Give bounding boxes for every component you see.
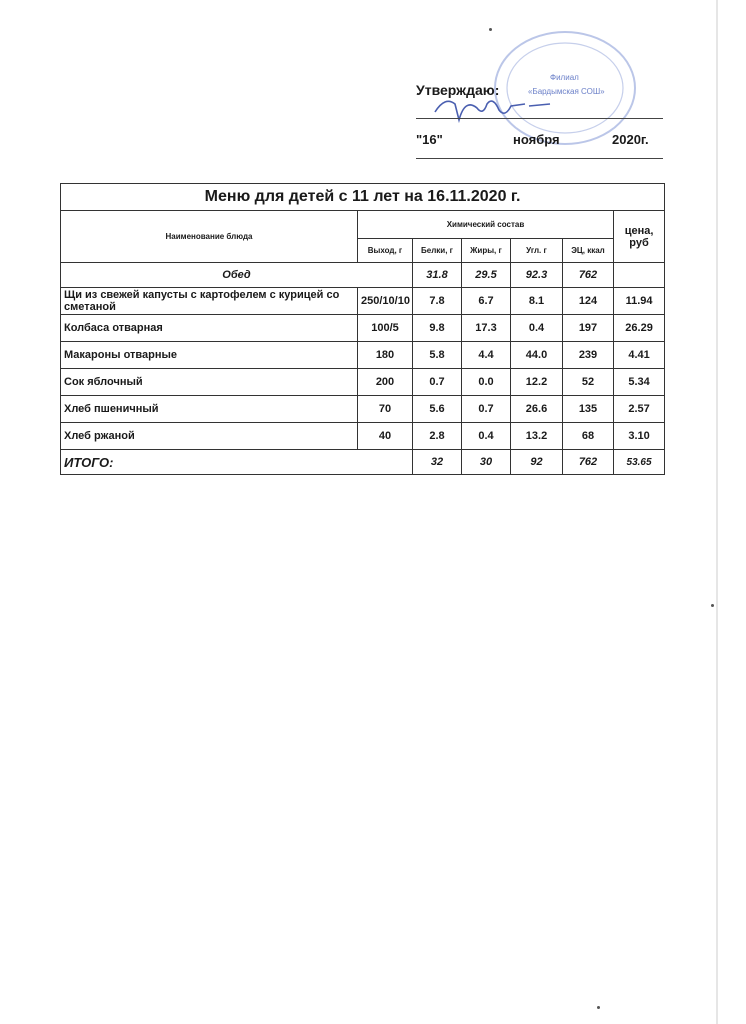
approval-label: Утверждаю: (416, 82, 500, 98)
dish-name: Колбаса отварная (61, 315, 358, 342)
dish-name: Хлеб пшеничный (61, 396, 358, 423)
total-fat: 30 (462, 450, 511, 475)
header-energy: ЭЦ, ккал (563, 239, 614, 263)
dish-price: 4.41 (614, 342, 665, 369)
dish-name: Щи из свежей капусты с картофелем с курицей со сметаной (61, 288, 358, 315)
dish-yield: 100/5 (358, 315, 413, 342)
total-carbs: 92 (511, 450, 563, 475)
dish-price: 26.29 (614, 315, 665, 342)
section-fat: 29.5 (462, 263, 511, 288)
section-price (614, 263, 665, 288)
total-energy: 762 (563, 450, 614, 475)
dish-protein: 9.8 (413, 315, 462, 342)
dish-yield: 70 (358, 396, 413, 423)
section-energy: 762 (563, 263, 614, 288)
table-row (61, 315, 665, 342)
dish-carbs: 44.0 (511, 342, 563, 369)
dish-protein: 2.8 (413, 423, 462, 450)
dish-fat: 6.7 (462, 288, 511, 315)
table-row (61, 369, 665, 396)
dish-price: 3.10 (614, 423, 665, 450)
dish-fat: 4.4 (462, 342, 511, 369)
dish-name: Сок яблочный (61, 369, 358, 396)
approval-signature-line (416, 118, 663, 119)
svg-text:Филиал: Филиал (550, 73, 579, 82)
dish-carbs: 0.4 (511, 315, 563, 342)
dish-carbs: 12.2 (511, 369, 563, 396)
dish-yield: 40 (358, 423, 413, 450)
dish-carbs: 26.6 (511, 396, 563, 423)
header-protein: Белки, г (413, 239, 462, 263)
approval-month: ноября (513, 132, 560, 147)
dish-yield: 250/10/10 (358, 288, 413, 315)
table-row (61, 288, 665, 315)
total-price: 53.65 (614, 450, 665, 475)
menu-table (60, 183, 665, 475)
scan-speck (489, 28, 492, 31)
scan-speck (597, 1006, 600, 1009)
approval-date-line (416, 158, 663, 159)
dish-energy: 135 (563, 396, 614, 423)
approval-year: 2020г. (612, 132, 649, 147)
svg-text:«Бардымская СОШ»: «Бардымская СОШ» (528, 87, 605, 96)
dish-energy: 124 (563, 288, 614, 315)
table-row (61, 396, 665, 423)
dish-name: Макароны отварные (61, 342, 358, 369)
round-stamp (490, 28, 640, 148)
total-protein: 32 (413, 450, 462, 475)
scan-edge (716, 0, 718, 1024)
header-price: цена, руб (614, 211, 665, 263)
table-row (61, 423, 665, 450)
dish-energy: 197 (563, 315, 614, 342)
header-yield: Выход, г (358, 239, 413, 263)
dish-protein: 5.8 (413, 342, 462, 369)
section-carbs: 92.3 (511, 263, 563, 288)
section-row (61, 263, 665, 288)
section-label: Обед (61, 263, 413, 288)
dish-price: 11.94 (614, 288, 665, 315)
dish-yield: 180 (358, 342, 413, 369)
table-row (61, 342, 665, 369)
total-row (61, 450, 665, 475)
header-dish: Наименование блюда (61, 211, 358, 263)
section-protein: 31.8 (413, 263, 462, 288)
dish-name: Хлеб ржаной (61, 423, 358, 450)
header-chem: Химический состав (358, 211, 614, 239)
dish-fat: 17.3 (462, 315, 511, 342)
dish-fat: 0.7 (462, 396, 511, 423)
header-carbs: Угл. г (511, 239, 563, 263)
signature (425, 90, 565, 130)
approval-day: "16" (416, 132, 443, 147)
dish-energy: 68 (563, 423, 614, 450)
dish-price: 2.57 (614, 396, 665, 423)
dish-energy: 52 (563, 369, 614, 396)
dish-yield: 200 (358, 369, 413, 396)
header-fat: Жиры, г (462, 239, 511, 263)
dish-energy: 239 (563, 342, 614, 369)
total-label: ИТОГО: (61, 450, 413, 475)
dish-protein: 0.7 (413, 369, 462, 396)
dish-carbs: 8.1 (511, 288, 563, 315)
dish-protein: 7.8 (413, 288, 462, 315)
dish-fat: 0.4 (462, 423, 511, 450)
scan-speck (711, 604, 714, 607)
menu-title: Меню для детей с 11 лет на 16.11.2020 г. (61, 184, 665, 211)
dish-fat: 0.0 (462, 369, 511, 396)
dish-carbs: 13.2 (511, 423, 563, 450)
dish-protein: 5.6 (413, 396, 462, 423)
dish-price: 5.34 (614, 369, 665, 396)
